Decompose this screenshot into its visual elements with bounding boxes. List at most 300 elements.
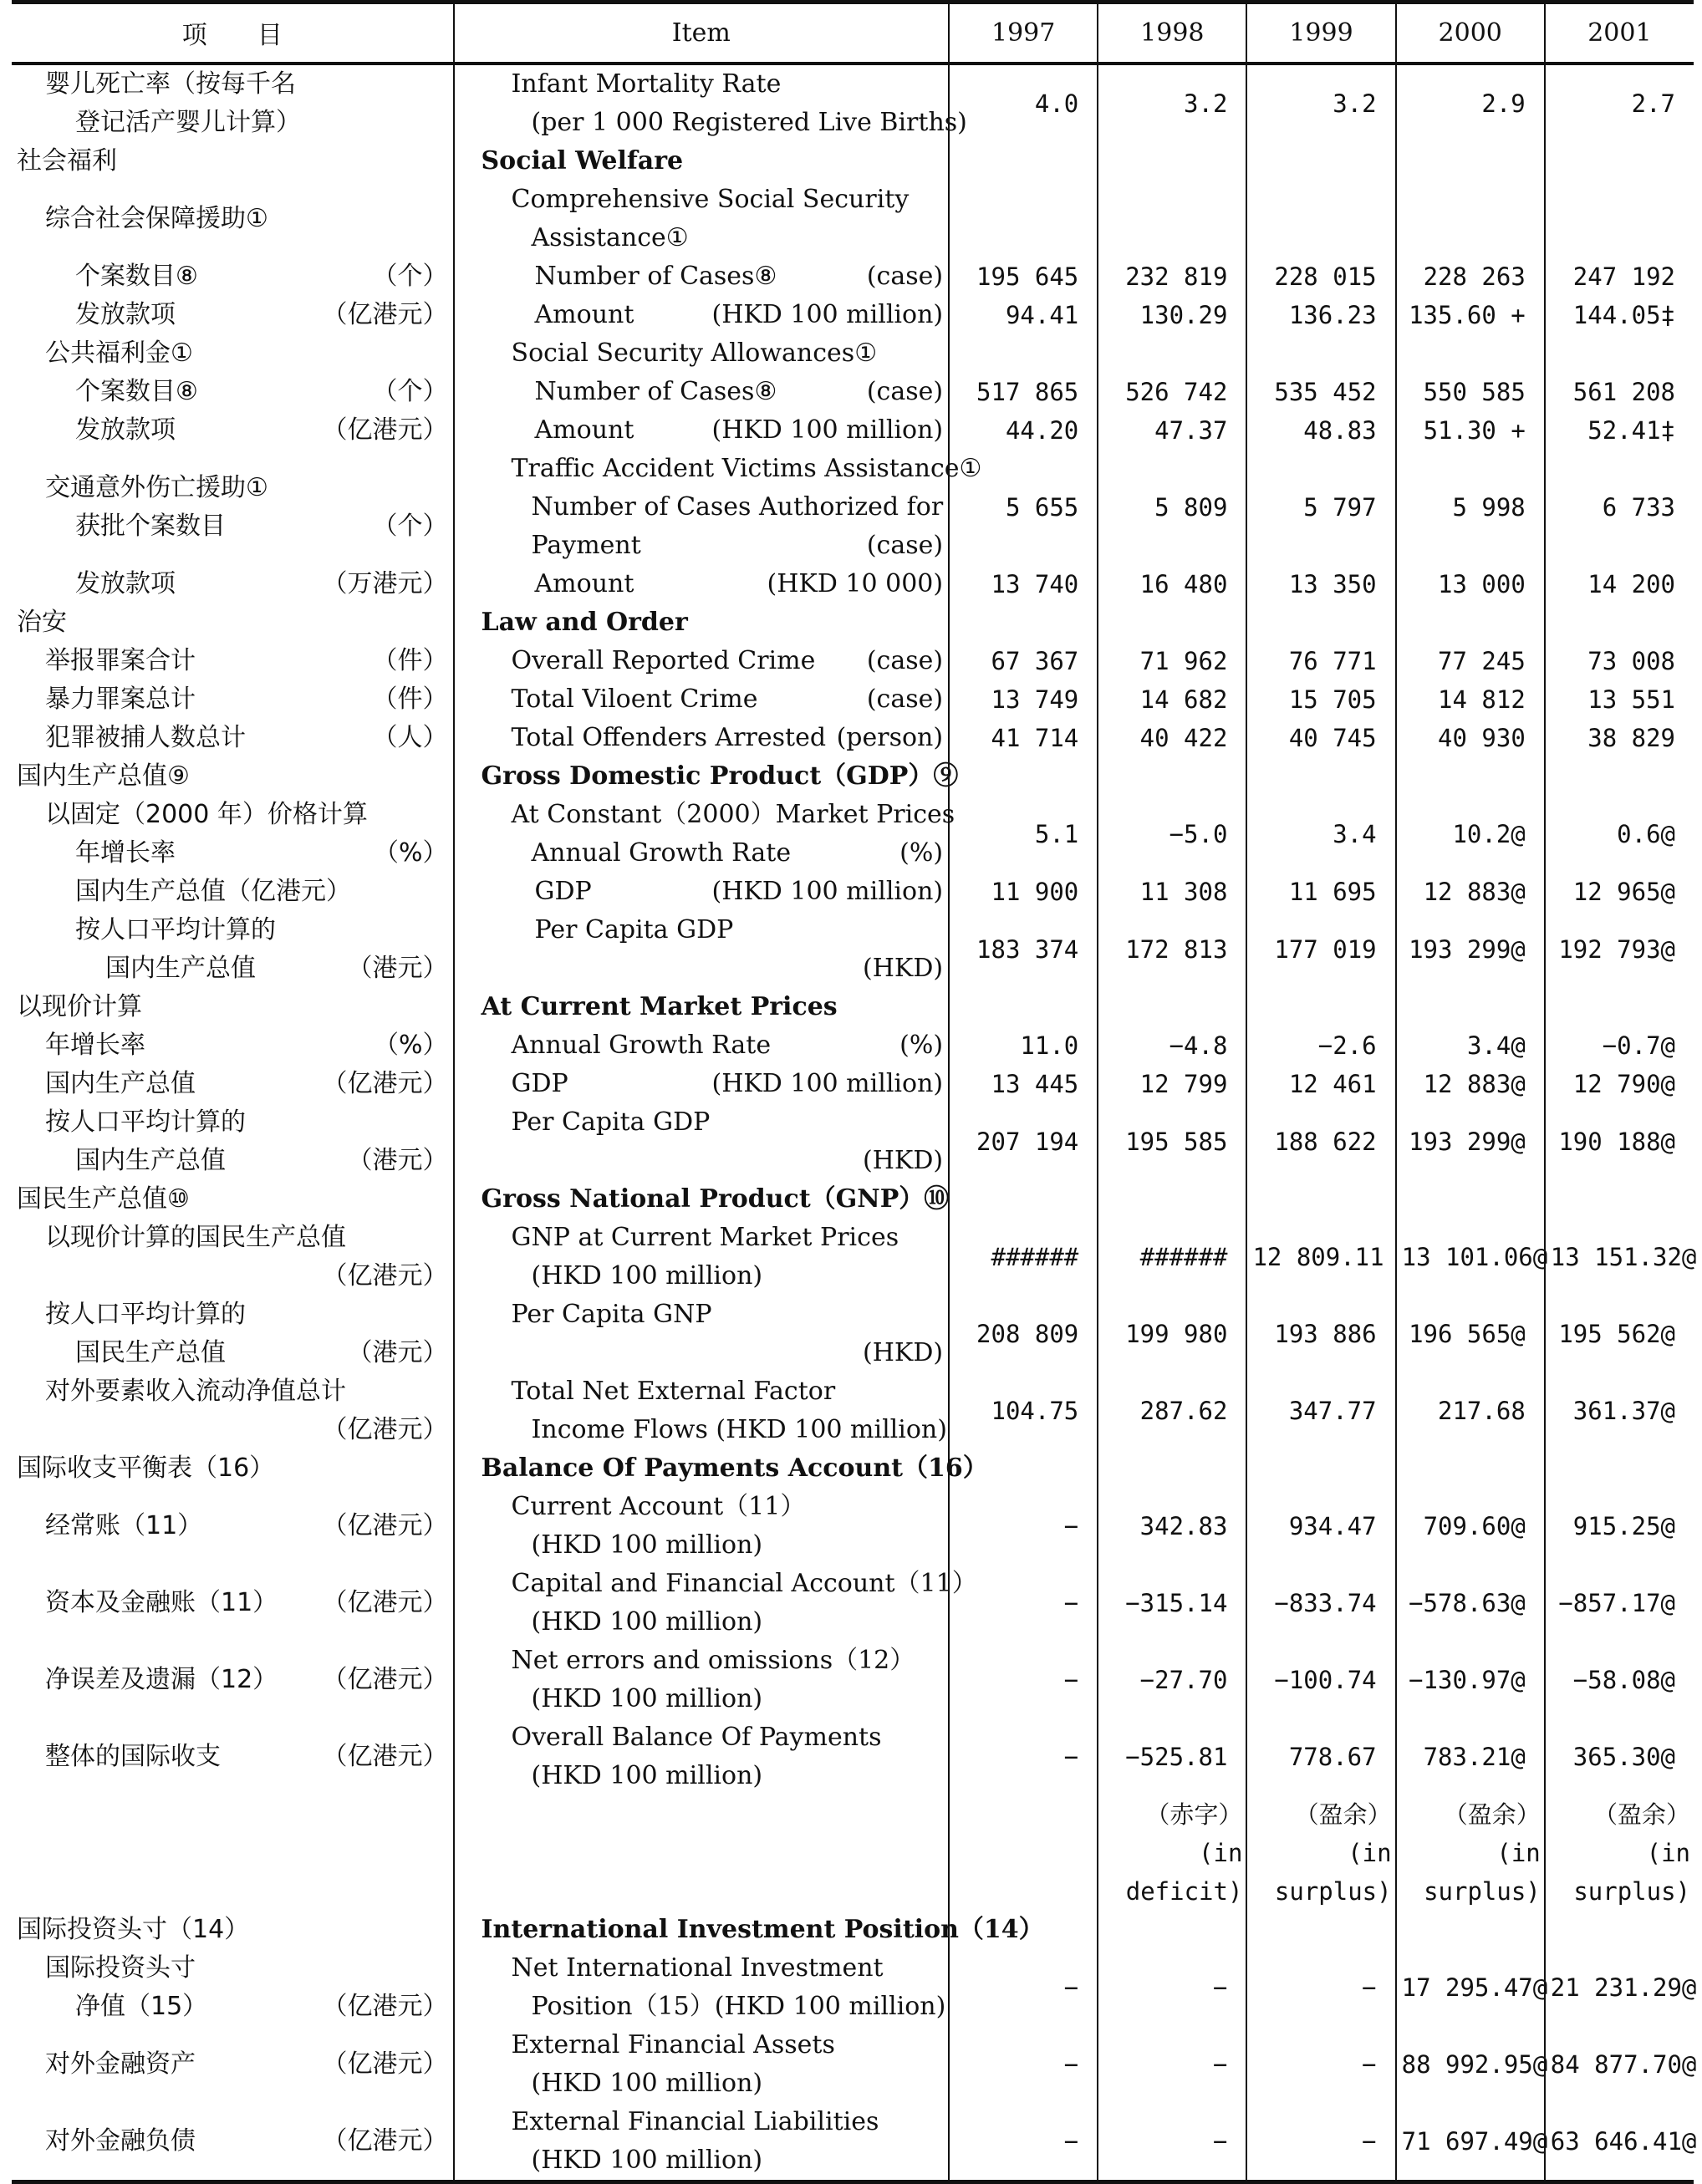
item-cn-line: 国内生产总值⑨ (17, 761, 190, 791)
item-en-unit: (HKD 100 million) (711, 415, 944, 445)
item-cn-line: 国内生产总值（亿港元） (75, 876, 351, 906)
value-cell: 5 809 (1098, 450, 1246, 565)
value-cell: 130.29 (1098, 296, 1246, 334)
item-en-line: GDP (HKD 100 million) (512, 1065, 944, 1103)
item-en-cell (454, 1911, 1044, 1949)
value-cell (1545, 1911, 1694, 1949)
item-en-unit: (HKD 100 million) (711, 1068, 944, 1098)
value-cell: 190 188@ (1545, 1103, 1694, 1180)
table-row (12, 603, 1694, 642)
value-cell: 247 192 (1545, 257, 1694, 296)
item-en-unit: (%) (899, 1030, 944, 1060)
value-cell: −578.63@ (1396, 1565, 1545, 1642)
value-cell: 13 000 (1396, 565, 1545, 603)
item-cn-line: 经常账（11） （亿港元） (45, 1507, 448, 1545)
item-cn-unit: （港元） (347, 953, 448, 983)
item-cn-cell (12, 450, 454, 565)
value-cell: − (1098, 2103, 1246, 2182)
value-cell: − (949, 1718, 1098, 1795)
value-cell (949, 181, 1098, 257)
value-cell (1246, 988, 1395, 1026)
item-en-line: Total Offenders Arrested (person) (512, 719, 944, 757)
item-en-unit: (HKD) (863, 953, 944, 983)
item-cn-line: 对外金融负债 （亿港元） (45, 2122, 448, 2161)
item-cn-line: 对外要素收入流动净值总计 (45, 1376, 346, 1406)
value-cell (1098, 142, 1246, 181)
item-en-line: Gross National Product（GNP）⑩ (481, 1184, 950, 1214)
value-cell (1098, 603, 1246, 642)
value-cell: 5 797 (1246, 450, 1395, 565)
value-cell: 347.77 (1246, 1372, 1395, 1449)
value-cell (1098, 1180, 1246, 1219)
item-en-line: (HKD 100 million) (531, 1530, 763, 1560)
item-cn-line: 举报罪案合计 （件） (45, 642, 448, 680)
item-cn-unit: （亿港元） (322, 1260, 448, 1291)
item-cn-unit: （亿港元） (322, 2049, 448, 2079)
value-cell: 195 562@ (1545, 1296, 1694, 1372)
item-en-line: Per Capita GNP (511, 1299, 712, 1329)
table-row (12, 64, 1694, 142)
value-cell (1545, 181, 1694, 257)
table-body (12, 64, 1697, 2182)
value-cell: 11 308 (1098, 873, 1246, 911)
item-en-line: Overall Reported Crime (case) (512, 642, 944, 680)
item-en-cell (454, 603, 950, 642)
header-item-cn: 项 目 (12, 3, 454, 64)
value-cell: 517 865 (949, 373, 1098, 411)
value-cell: 193 299@ (1396, 1103, 1545, 1180)
value-cell: 13 350 (1246, 565, 1395, 603)
item-cn-unit: （个） (372, 261, 448, 291)
item-en-line: Total Net External Factor (511, 1376, 836, 1406)
item-en-unit: (HKD) (863, 1337, 944, 1367)
item-en-line: Amount (HKD 100 million) (535, 296, 944, 334)
value-cell: 228 015 (1246, 257, 1395, 296)
value-cell: − (1246, 1949, 1395, 2026)
item-en-cell (454, 1565, 977, 1642)
value-cell: 41 714 (949, 719, 1098, 757)
value-cell: 13 151.32@ (1545, 1219, 1694, 1296)
item-en-cell (454, 1372, 950, 1449)
item-cn-line: 按人口平均计算的 (75, 914, 276, 944)
item-en-cell (454, 1180, 950, 1219)
item-en-line: At Current Market Prices (481, 991, 838, 1021)
item-en-cell (454, 911, 950, 988)
item-cn-line: 净值（15） （亿港元） (45, 1988, 448, 2026)
item-cn-cell (12, 1219, 454, 1296)
item-cn-cell (12, 373, 454, 411)
item-en-cell (454, 1488, 950, 1565)
value-cell: 73 008 (1545, 642, 1694, 680)
value-cell: 12 461 (1246, 1065, 1395, 1103)
value-cell: − (949, 1565, 1098, 1642)
item-en-unit: (case) (866, 376, 944, 406)
item-cn-unit: （亿港元） (322, 299, 448, 329)
item-en-line: Income Flows (HKD 100 million) (531, 1414, 947, 1444)
table-row (12, 334, 1694, 373)
item-en-unit: (HKD 100 million) (711, 876, 944, 906)
value-cell: 232 819 (1098, 257, 1246, 296)
item-en-unit: (HKD) (863, 1145, 944, 1175)
value-cell (1396, 603, 1545, 642)
value-cell (1098, 181, 1246, 257)
value-cell (949, 334, 1098, 373)
value-cell (949, 988, 1098, 1026)
table-row (12, 1449, 1694, 1488)
item-cn-line: 国内生产总值 （港元） (45, 1142, 448, 1180)
item-cn-line: 公共福利金① (45, 338, 193, 368)
header-year: 1998 (1098, 3, 1246, 64)
item-en-unit: (case) (866, 261, 944, 291)
item-cn-line: 国际投资头寸（14） (17, 1914, 250, 1944)
value-cell: 104.75 (949, 1372, 1098, 1449)
value-cell (1396, 142, 1545, 181)
item-cn-cell (12, 142, 454, 181)
item-cn-cell (12, 642, 454, 680)
item-cn-cell (12, 796, 454, 873)
item-cn-line: 国民生产总值 （港元） (45, 1334, 448, 1372)
value-cell: （赤字） (in deficit) (1098, 1795, 1246, 1911)
item-en-cell (454, 1026, 950, 1065)
item-en-line: Number of Cases⑧ (case) (535, 257, 944, 296)
value-cell: −2.6 (1246, 1026, 1395, 1065)
value-cell: 535 452 (1246, 373, 1395, 411)
item-en-cell (454, 1219, 950, 1296)
value-cell: 11 900 (949, 873, 1098, 911)
value-cell: 172 813 (1098, 911, 1246, 988)
item-en-unit: (person) (836, 722, 944, 752)
value-cell: 12 790@ (1545, 1065, 1694, 1103)
value-cell (1098, 1449, 1246, 1488)
item-cn-line: 个案数目⑧ （个） (75, 257, 448, 296)
item-en-cell (454, 2026, 950, 2103)
item-cn-line: 国际收支平衡表（16） (17, 1453, 275, 1483)
value-cell: 40 930 (1396, 719, 1545, 757)
value-cell: 783.21@ (1396, 1718, 1545, 1795)
value-cell: 12 883@ (1396, 873, 1545, 911)
value-cell: 3.4@ (1396, 1026, 1545, 1065)
item-cn-unit: （亿港元） (322, 1741, 448, 1771)
value-cell (1246, 603, 1395, 642)
statistics-table-page (12, 0, 1697, 2184)
item-cn-unit: （亿港元） (322, 2125, 448, 2156)
item-en-cell (454, 257, 950, 296)
value-cell: 183 374 (949, 911, 1098, 988)
table-row (12, 1219, 1694, 1296)
table-row (12, 1372, 1694, 1449)
table-row (12, 796, 1694, 873)
value-cell (949, 757, 1098, 796)
item-en-unit: (case) (866, 530, 944, 560)
item-en-line: Overall Balance Of Payments (511, 1722, 882, 1752)
item-cn-cell (12, 911, 454, 988)
item-cn-line: 资本及金融账（11） （亿港元） (45, 1584, 448, 1622)
value-cell: 144.05‡ (1545, 296, 1694, 334)
value-cell: 63 646.41@ (1545, 2103, 1694, 2182)
table-row (12, 1065, 1694, 1103)
value-cell: 287.62 (1098, 1372, 1246, 1449)
item-cn-cell (12, 1296, 454, 1372)
value-cell: 0.6@ (1545, 796, 1694, 873)
value-cell: 709.60@ (1396, 1488, 1545, 1565)
item-en-cell (454, 334, 950, 373)
item-cn-unit: （件） (372, 684, 448, 714)
value-cell (1545, 988, 1694, 1026)
value-cell (1246, 334, 1395, 373)
item-en-line: Number of Cases Authorized for (531, 491, 944, 522)
value-cell: 361.37@ (1545, 1372, 1694, 1449)
value-cell (1246, 1180, 1395, 1219)
value-cell (1098, 334, 1246, 373)
value-cell: 44.20 (949, 411, 1098, 450)
value-cell: −0.7@ (1545, 1026, 1694, 1065)
header-row (12, 3, 1694, 64)
item-en-line: (HKD 100 million) (531, 1606, 763, 1637)
item-cn-line: 年增长率 （%） (45, 1026, 448, 1065)
value-cell: 11 695 (1246, 873, 1395, 911)
item-cn-cell (12, 1065, 454, 1103)
table-row (12, 873, 1694, 911)
value-cell (1246, 1911, 1395, 1949)
item-en-line: International Investment Position（14） (481, 1914, 1044, 1944)
item-cn-cell (12, 757, 454, 796)
value-cell (1396, 181, 1545, 257)
item-en-line: Position（15）(HKD 100 million) (531, 1991, 946, 2021)
table-row (12, 1642, 1694, 1718)
item-en-line: (per 1 000 Registered Live Births) (531, 107, 967, 137)
item-en-line: Traffic Accident Victims Assistance① (511, 453, 982, 483)
header-year: 1999 (1246, 3, 1395, 64)
table-row (12, 450, 1694, 565)
item-cn-cell (12, 603, 454, 642)
item-en-cell (454, 373, 950, 411)
value-cell: − (1246, 2026, 1395, 2103)
item-cn-unit: （亿港元） (322, 1664, 448, 1694)
item-en-line: Amount (HKD 10 000) (535, 565, 944, 603)
item-en-cell (454, 1642, 950, 1718)
value-cell: 778.67 (1246, 1718, 1395, 1795)
value-cell: 71 962 (1098, 642, 1246, 680)
value-cell: 3.4 (1246, 796, 1395, 873)
value-cell: −525.81 (1098, 1718, 1246, 1795)
item-cn-cell (12, 1795, 454, 1911)
item-en-unit: (%) (899, 837, 944, 868)
item-en-unit: (HKD 10 000) (767, 568, 944, 598)
item-cn-line: 国内生产总值 （亿港元） (45, 1065, 448, 1103)
value-cell: 40 745 (1246, 719, 1395, 757)
value-cell (1246, 142, 1395, 181)
table-row (12, 911, 1694, 988)
item-en-line: Social Welfare (481, 145, 684, 176)
value-cell (1396, 1911, 1545, 1949)
item-cn-unit: （亿港元） (322, 1414, 448, 1444)
item-en-line: At Constant（2000）Market Prices (511, 799, 955, 829)
value-cell: − (1098, 1949, 1246, 2026)
item-cn-line: 按人口平均计算的 (45, 1299, 246, 1329)
value-cell: 38 829 (1545, 719, 1694, 757)
value-cell: − (1098, 2026, 1246, 2103)
item-en-line: Total Viloent Crime (case) (512, 680, 944, 719)
item-cn-line: 年增长率 （%） (45, 834, 448, 873)
value-cell: −315.14 (1098, 1565, 1246, 1642)
item-en-cell (454, 450, 982, 565)
item-cn-line: 发放款项 （亿港元） (75, 411, 448, 450)
value-cell: 207 194 (949, 1103, 1098, 1180)
item-en-cell (454, 642, 950, 680)
table-row (12, 2026, 1694, 2103)
value-cell (1545, 142, 1694, 181)
value-cell: 342.83 (1098, 1488, 1246, 1565)
item-cn-line: 暴力罪案总计 （件） (45, 680, 448, 719)
value-cell: 14 812 (1396, 680, 1545, 719)
item-cn-line: 以现价计算的国民生产总值 (45, 1222, 346, 1252)
item-cn-cell (12, 1949, 454, 2026)
value-cell (1396, 1180, 1545, 1219)
item-cn-unit: （港元） (347, 1145, 448, 1175)
value-cell (1545, 1449, 1694, 1488)
item-cn-line: 个案数目⑧ （个） (75, 373, 448, 411)
value-cell (1098, 1911, 1246, 1949)
value-cell: 193 299@ (1396, 911, 1545, 988)
value-cell: 5 998 (1396, 450, 1545, 565)
value-cell: − (1246, 2103, 1395, 2182)
table-row (12, 411, 1694, 450)
value-cell (1545, 603, 1694, 642)
table-row (12, 142, 1694, 181)
item-cn-cell (12, 2103, 454, 2182)
item-cn-unit: （港元） (347, 1337, 448, 1367)
item-cn-cell (12, 1103, 454, 1180)
item-cn-line: 国际投资头寸 (45, 1952, 196, 1983)
value-cell (1396, 1449, 1545, 1488)
value-cell: 135.60 + (1396, 296, 1545, 334)
item-en-line: Social Security Allowances① (511, 338, 878, 368)
item-en-cell (454, 757, 959, 796)
value-cell: −4.8 (1098, 1026, 1246, 1065)
item-en-line: External Financial Liabilities (511, 2106, 879, 2136)
value-cell: 88 992.95@ (1396, 2026, 1545, 2103)
item-cn-line: 交通意外伤亡援助① (45, 472, 268, 502)
value-cell: 3.2 (1246, 64, 1395, 142)
item-cn-cell (12, 411, 454, 450)
value-cell: 208 809 (949, 1296, 1098, 1372)
value-cell: 177 019 (1246, 911, 1395, 988)
value-cell: 16 480 (1098, 565, 1246, 603)
value-cell: 12 799 (1098, 1065, 1246, 1103)
item-en-unit: (case) (866, 684, 944, 714)
item-en-cell (454, 796, 955, 873)
item-cn-unit: （个） (372, 376, 448, 406)
item-cn-unit: （亿港元） (322, 1991, 448, 2021)
value-cell: −27.70 (1098, 1642, 1246, 1718)
item-cn-line: 净误差及遗漏（12） （亿港元） (45, 1661, 448, 1699)
value-cell: 67 367 (949, 642, 1098, 680)
item-cn-cell (12, 2026, 454, 2103)
value-cell: 3.2 (1098, 64, 1246, 142)
item-cn-line: 以固定（2000 年）价格计算 (45, 799, 368, 829)
item-cn-line: 发放款项 （亿港元） (75, 296, 448, 334)
table-row (12, 1565, 1694, 1642)
item-en-cell (454, 988, 950, 1026)
item-cn-line: 国内生产总值 （港元） (75, 949, 448, 988)
item-en-cell (454, 680, 950, 719)
value-cell: − (949, 1488, 1098, 1565)
value-cell: −857.17@ (1545, 1565, 1694, 1642)
value-cell: 13 551 (1545, 680, 1694, 719)
item-en-line: (HKD 100 million) (531, 2145, 763, 2175)
value-cell (949, 1180, 1098, 1219)
item-cn-line: 发放款项 （万港元） (75, 565, 448, 603)
value-cell (1396, 334, 1545, 373)
item-en-line: Assistance① (531, 222, 689, 252)
item-cn-unit: （万港元） (322, 568, 448, 598)
table-row (12, 680, 1694, 719)
item-cn-line: 按人口平均计算的 (45, 1107, 246, 1137)
item-cn-cell (12, 988, 454, 1026)
item-cn-cell (12, 181, 454, 257)
table-row (12, 642, 1694, 680)
value-cell (1098, 988, 1246, 1026)
item-cn-unit: （人） (372, 722, 448, 752)
item-en-cell (454, 411, 950, 450)
value-cell: 15 705 (1246, 680, 1395, 719)
item-en-line: Infant Mortality Rate (511, 69, 782, 99)
value-cell: 47.37 (1098, 411, 1246, 450)
value-cell: −5.0 (1098, 796, 1246, 873)
item-en-cell (454, 2103, 950, 2182)
item-en-line: Annual Growth Rate (%) (512, 1026, 944, 1065)
item-en-line: GDP (HKD 100 million) (535, 873, 944, 911)
item-en-cell (454, 565, 950, 603)
item-cn-cell (12, 873, 454, 911)
statistics-table (12, 0, 1697, 2184)
item-en-line: Annual Growth Rate (%) (512, 834, 944, 873)
value-cell: （盈余） (in surplus) (1545, 1795, 1694, 1911)
item-cn-cell (12, 680, 454, 719)
table-row (12, 1296, 1694, 1372)
value-cell: 561 208 (1545, 373, 1694, 411)
item-en-line: Gross Domestic Product（GDP）⑨ (481, 761, 959, 791)
table-row (12, 1103, 1694, 1180)
header-year: 1997 (949, 3, 1098, 64)
item-en-unit: (case) (866, 645, 944, 675)
value-cell: −130.97@ (1396, 1642, 1545, 1718)
item-en-cell (454, 1065, 950, 1103)
value-cell: 77 245 (1396, 642, 1545, 680)
item-cn-cell (12, 296, 454, 334)
value-cell (1246, 1449, 1395, 1488)
table-row (12, 373, 1694, 411)
item-en-line: (HKD 100 million) (531, 1760, 763, 1790)
value-cell: ###### (1098, 1219, 1246, 1296)
header-item-en: Item (454, 3, 950, 64)
item-cn-line: 整体的国际收支 （亿港元） (45, 1738, 448, 1776)
value-cell: 12 809.11 (1246, 1219, 1395, 1296)
value-cell: 12 883@ (1396, 1065, 1545, 1103)
value-cell: 5.1 (949, 796, 1098, 873)
value-cell: 195 585 (1098, 1103, 1246, 1180)
item-en-line: Balance Of Payments Account（16） (481, 1453, 988, 1483)
value-cell (949, 1795, 1098, 1911)
item-en-cell (454, 64, 967, 142)
value-cell: 14 200 (1545, 565, 1694, 603)
item-cn-line: 对外金融资产 （亿港元） (45, 2045, 448, 2084)
value-cell: 550 585 (1396, 373, 1545, 411)
item-en-cell (454, 719, 950, 757)
table-row (12, 719, 1694, 757)
item-cn-line: 犯罪被捕人数总计 （人） (45, 719, 448, 757)
table-row (12, 296, 1694, 334)
